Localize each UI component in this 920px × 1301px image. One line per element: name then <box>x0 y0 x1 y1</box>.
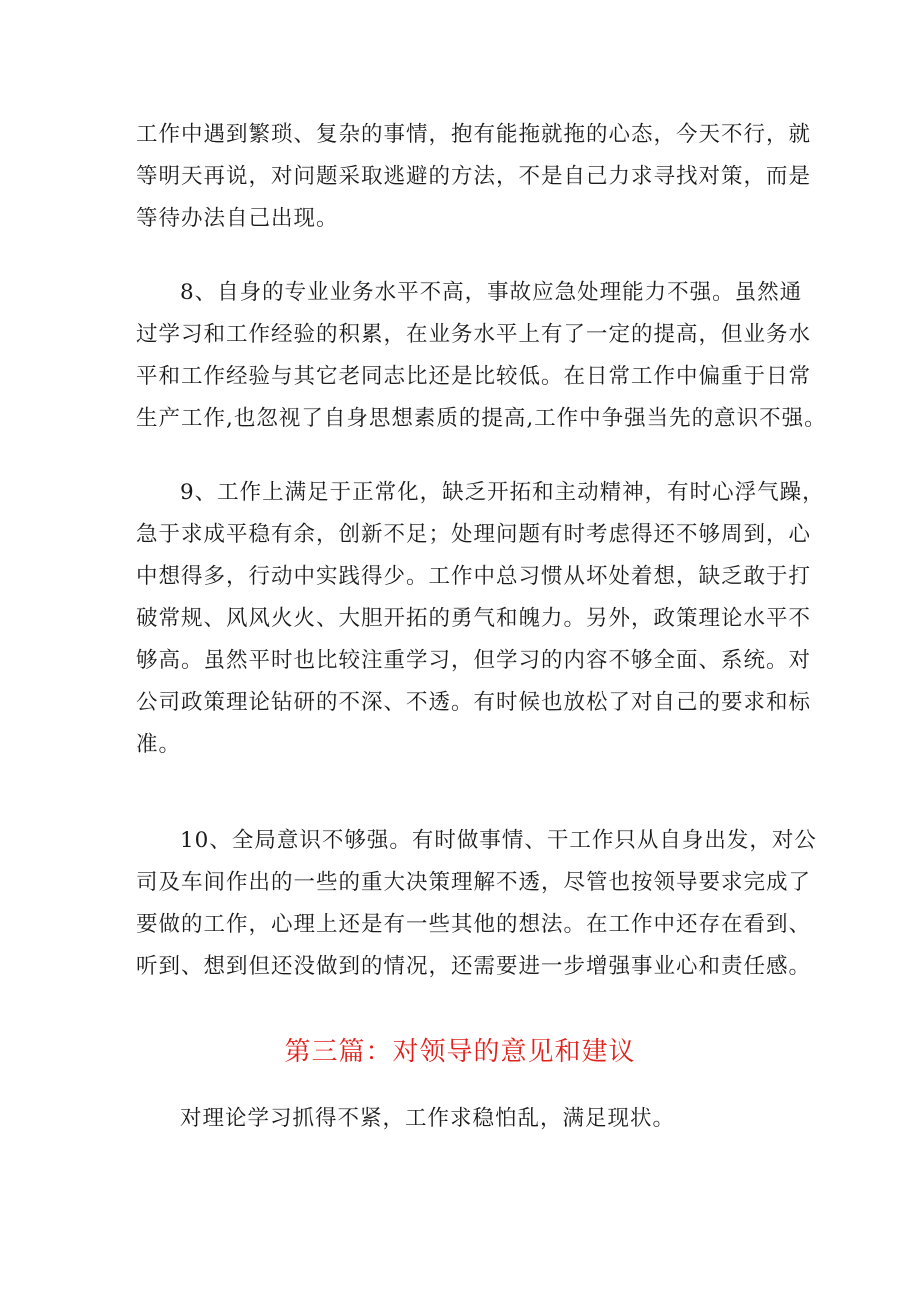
paragraph-line: 急于求成平稳有余，创新不足；处理问题有时考虑得还不够周到，心 <box>136 522 812 547</box>
paragraph-line: 破常规、风风火火、大胆开拓的勇气和魄力。另外，政策理论水平不 <box>136 606 812 631</box>
paragraph-line: 8、自身的专业业务水平不高，事故应急处理能力不强。虽然通 <box>180 280 803 305</box>
paragraph-line: 等待办法自己出现。 <box>136 206 339 231</box>
paragraph-line: 等明天再说，对问题采取逃避的方法，不是自己力求寻找对策，而是 <box>136 164 812 189</box>
paragraph-line: 听到、想到但还没做到的情况，还需要进一步增强事业心和责任感。 <box>136 954 812 979</box>
paragraph-line: 过学习和工作经验的积累，在业务水平上有了一定的提高，但业务水 <box>136 322 812 347</box>
paragraph-line: 中想得多，行动中实践得少。工作中总习惯从坏处着想，缺乏敢于打 <box>136 564 812 589</box>
paragraph-line: 9、工作上满足于正常化，缺乏开拓和主动精神，有时心浮气躁， <box>180 480 825 505</box>
paragraph-line: 10、全局意识不够强。有时做事情、干工作只从自身出发，对公 <box>180 828 817 853</box>
paragraph-item-10 <box>136 820 817 988</box>
paragraph-line: 生产工作,也忽视了自身思想素质的提高,工作中争强当先的意识不强。 <box>136 406 827 431</box>
paragraph-line: 公司政策理论钻研的不深、不透。有时候也放松了对自己的要求和标 <box>136 690 812 715</box>
closing-paragraph <box>136 1098 796 1140</box>
paragraph-line: 司及车间作出的一些的重大决策理解不透，尽管也按领导要求完成了 <box>136 870 812 895</box>
paragraph-line: 工作中遇到繁琐、复杂的事情，抱有能拖就拖的心态，今天不行，就 <box>136 122 812 147</box>
paragraph-item-8 <box>136 272 827 440</box>
paragraph-line: 要做的工作，心理上还是有一些其他的想法。在工作中还存在看到、 <box>136 912 812 937</box>
paragraph-line: 够高。虽然平时也比较注重学习，但学习的内容不够全面、系统。对 <box>136 648 812 673</box>
paragraph-line: 对理论学习抓得不紧，工作求稳怕乱，满足现状。 <box>180 1106 676 1131</box>
paragraph-continued <box>136 114 812 240</box>
paragraph-line: 平和工作经验与其它老同志比还是比较低。在日常工作中偏重于日常 <box>136 364 812 389</box>
paragraph-item-9 <box>136 472 825 766</box>
paragraph-line: 准。 <box>136 732 182 757</box>
section-heading: 第三篇：对领导的意见和建议 <box>284 1037 636 1067</box>
